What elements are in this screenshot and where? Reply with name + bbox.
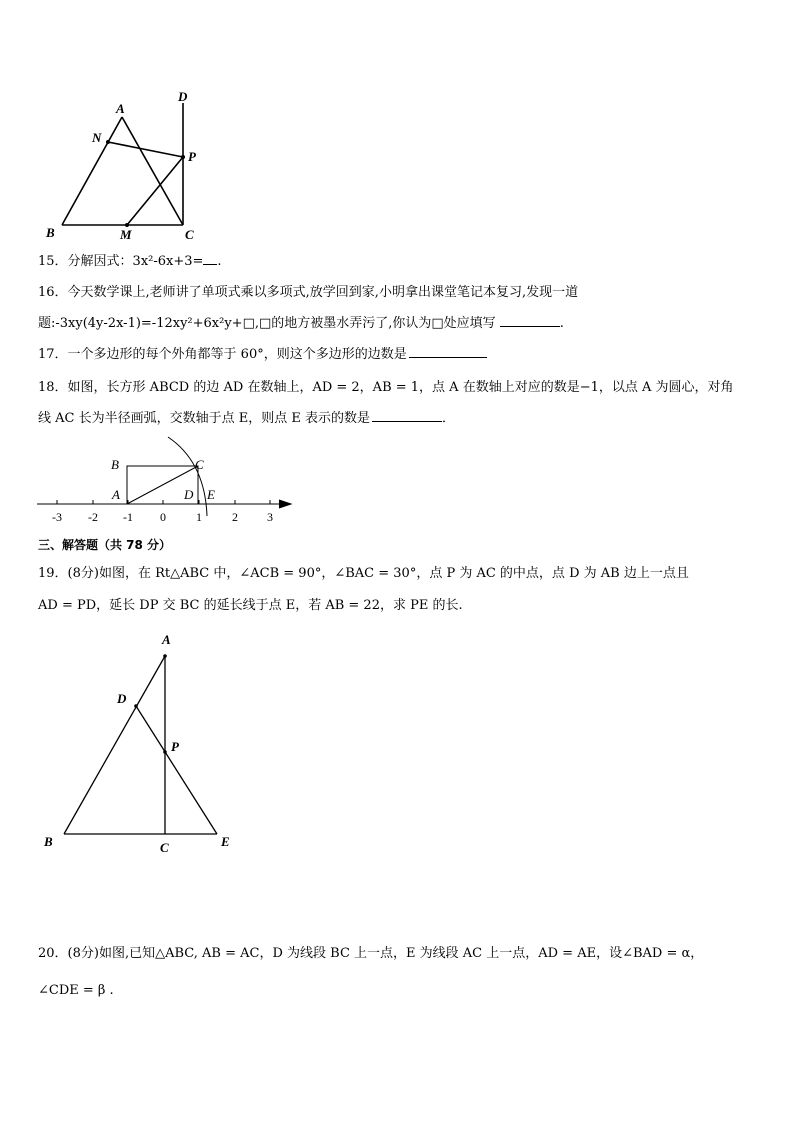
question-20-line1 (38, 942, 703, 961)
label-N: N (92, 130, 102, 145)
tick-label-neg3: -3 (52, 510, 62, 524)
label-D: D (178, 89, 188, 104)
label-D: D (184, 487, 194, 502)
q18-answer-blank[interactable] (372, 409, 442, 422)
q19-line1: (8分)如图，在 Rt△ABC 中，∠ACB = 90°，∠BAC = 30°，点 P 为 AC 的中点，点 D 为 AB 边上一点且 (67, 566, 689, 581)
q20-line1: (8分)如图,已知△ABC, AB = AC，D 为线段 BC 上一点，E 为线段 AC 上一点，AD = AE，设∠BAD = α， (67, 946, 704, 961)
question-19-line2 (38, 594, 463, 613)
label-B: B (111, 457, 119, 472)
q19-line2: AD = PD，延长 DP 交 BC 的延长线于点 E，若 AB = 22，求 PE 的长. (38, 598, 463, 613)
label-P: P (188, 149, 196, 164)
section-heading: 三、解答题（共 78 分） (38, 538, 172, 552)
tick-label-2: 2 (232, 510, 238, 524)
q15-answer-blank[interactable] (203, 252, 217, 265)
question-16-line1 (38, 281, 578, 300)
figure-q14 (40, 85, 210, 245)
label-A: A (112, 487, 120, 502)
label-D: D (117, 691, 127, 706)
q16-number: 16． (38, 285, 68, 300)
q17-answer-blank[interactable] (409, 345, 487, 358)
question-18-line1 (38, 376, 734, 395)
q18-line2: 线 AC 长为半径画弧，交数轴于点 E，则点 E 表示的数是 (38, 411, 370, 426)
figure-q19 (40, 628, 240, 860)
q17-number: 17． (38, 347, 68, 362)
tick-label-neg1: -1 (123, 510, 133, 524)
q17-text: 一个多边形的每个外角都等于 60°，则这个多边形的边数是 (67, 347, 407, 362)
label-B: B (44, 834, 53, 849)
q18-tail: ． (441, 411, 455, 426)
label-C: C (160, 840, 169, 855)
question-17 (38, 343, 487, 362)
label-C: C (195, 457, 204, 472)
q18-number: 18． (38, 380, 68, 395)
q16-answer-blank[interactable] (500, 314, 560, 327)
label-C: C (185, 227, 194, 242)
label-P: P (171, 739, 179, 754)
tick-label-3: 3 (267, 510, 273, 524)
q18-line1: 如图，长方形 ABCD 的边 AD 在数轴上，AD = 2，AB = 1，点 A 在数轴上对应的数是−1，以点 A 为圆心，对角 (67, 380, 734, 395)
label-E: E (207, 487, 215, 502)
q16-line2: 题:-3xy(4y-2x-1)=-12xy²+6x²y+□,□的地方被墨水弄污了,你认为□处应填写 (38, 316, 496, 331)
label-A: A (116, 101, 125, 116)
q15-number: 15． (38, 254, 68, 269)
question-20-line2 (38, 983, 114, 998)
q16-tail: . (559, 316, 564, 331)
q16-line1: 今天数学课上,老师讲了单项式乘以多项式,放学回到家,小明拿出课堂笔记本复习,发现一道 (67, 285, 579, 300)
q19-number: 19． (38, 566, 68, 581)
q20-number: 20． (38, 946, 68, 961)
label-E: E (221, 834, 230, 849)
label-M: M (120, 227, 132, 242)
q15-tail: . (217, 254, 222, 269)
question-18-line2 (38, 407, 455, 426)
figure-q18-number-line (35, 432, 300, 527)
label-A: A (162, 632, 171, 647)
question-19-line1 (38, 562, 689, 581)
q20-line2: ∠CDE = β . (38, 983, 114, 998)
question-16-line2 (38, 312, 564, 331)
q15-text: 分解因式：3x²-6x+3= (67, 254, 204, 269)
tick-label-1: 1 (196, 510, 202, 524)
tick-label-0: 0 (160, 510, 166, 524)
question-15 (38, 250, 222, 269)
label-B: B (46, 225, 55, 240)
tick-label-neg2: -2 (88, 510, 98, 524)
